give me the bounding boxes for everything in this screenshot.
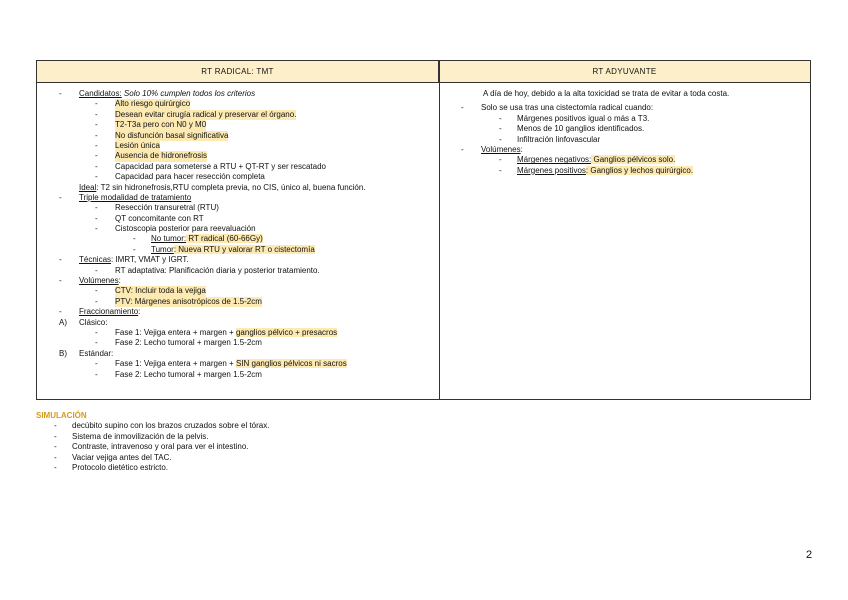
list-item: - Protocolo dietético estricto. [54, 462, 169, 472]
list-item: - Sistema de inmovilización de la pelvis. [54, 431, 209, 441]
intro-line: A día de hoy, debido a la alta toxicidad se trata de evitar a toda costa. [483, 89, 730, 98]
candidatos-line: - Candidatos: Solo 10% cumplen todos los criterios [59, 89, 256, 98]
simulacion-section [36, 411, 270, 473]
list-item: - PTV: Márgenes anisotrópicos de 1.5-2cm [95, 296, 262, 306]
column-divider [439, 61, 440, 399]
list-item: - Fase 1: Vejiga entera + margen + ganglios pélvico + presacros [95, 327, 338, 337]
candidatos-label: Candidatos: [79, 89, 122, 98]
candidatos-note: Solo 10% cumplen todos los criterios [121, 89, 256, 98]
ideal-line [43, 183, 437, 193]
tumor-label: Tumor [151, 244, 174, 254]
list-item: - Capacidad para hacer resección completa [95, 172, 265, 182]
tumor-text: : Nueva RTU y valorar RT o cistectomía [173, 244, 315, 254]
summary-table [36, 60, 811, 400]
tecnicas-label: Técnicas [79, 255, 112, 265]
list-item: - No disfunción basal significativa [95, 130, 229, 140]
rt-adyuvante-column [445, 89, 805, 176]
list-item: - Menos de 10 ganglios identificados. [499, 124, 645, 134]
solo-line: - Solo se usa tras una cistectomía radical cuando: [461, 103, 654, 113]
ideal-label: Ideal [79, 182, 97, 192]
rt-radical-column [43, 89, 437, 380]
list-item: - Márgenes negativos: Ganglios pélvicos solo. [499, 155, 676, 165]
volumenes-label: Volúmenes [79, 276, 119, 286]
ptv-text: PTV: Márgenes anisotrópicos de 1.5-2cm [115, 296, 262, 306]
clasico-line: A) Clásico: [59, 317, 108, 327]
volumenes-right-line: - Volúmenes: [461, 144, 523, 154]
tecnicas-text: : IMRT, VMAT y IGRT. [111, 255, 189, 265]
volumenes-line: - Volúmenes: [59, 276, 121, 286]
list-item: - Fase 1: Vejiga entera + margen + SIN ganglios pélvicos ni sacros [95, 359, 347, 369]
tecnicas-line: - Técnicas: IMRT, VMAT y IGRT. [59, 255, 189, 265]
triple-label: Triple modalidad de tratamiento [79, 192, 192, 202]
no-tumor-label: No tumor: [151, 234, 187, 244]
list-item: - Fase 2: Lecho tumoral + margen 1.5-2cm [95, 369, 262, 379]
list-item: - Márgenes positivos: Ganglios y lechos quirúrgico. [499, 165, 694, 175]
list-item: - QT concomitante con RT [95, 213, 204, 223]
list-item: - Desean evitar cirugía radical y preservar el órgano. [95, 109, 297, 119]
page-number: 2 [806, 549, 813, 561]
no-tumor-text: RT radical (60-66Gy) [186, 234, 263, 244]
list-item: - Contraste, intravenoso y oral para ver el intestino. [54, 442, 249, 452]
ctv-text: CTV: Incluir toda la vejiga [115, 286, 206, 296]
list-item: - Lesión única [95, 140, 160, 150]
list-item: - CTV: Incluir toda la vejiga [95, 286, 206, 296]
fraccionamiento-label: Fraccionamiento [79, 307, 139, 317]
tumor-line: - Tumor: Nueva RTU y valorar RT o cistectomía [133, 244, 315, 254]
header-rt-radical: RT RADICAL: TMT [37, 61, 439, 83]
fraccionamiento-line: - Fraccionamiento: [59, 307, 141, 317]
list-item: - Alto riesgo quirúrgico [95, 99, 191, 109]
list-item: - RT adaptativa: Planificación diaria y posterior tratamiento. [95, 265, 320, 275]
list-item: - Ausencia de hidronefrosis [95, 151, 208, 161]
list-item: - Resección transuretral (RTU) [95, 203, 219, 213]
list-item: - T2-T3a pero con N0 y M0 [95, 120, 207, 130]
list-item: - Cistoscopia posterior para reevaluación [95, 224, 256, 234]
list-item: - Infiltración linfovascular [499, 134, 601, 144]
list-item: - Vaciar vejiga antes del TAC. [54, 452, 172, 462]
simulacion-title: SIMULACIÓN [36, 411, 87, 420]
list-item: - Fase 2: Lecho tumoral + margen 1.5-2cm [95, 338, 262, 348]
list-item: - Márgenes positivos igual o más a T3. [499, 113, 650, 123]
header-rt-adyuvante: RT ADYUVANTE [439, 61, 810, 83]
ideal-text: : T2 sin hidronefrosis,RTU completa previa, no CIS, único al, buena función. [96, 182, 366, 192]
triple-line: - Triple modalidad de tratamiento [59, 192, 192, 202]
list-item: - decúbito supino con los brazos cruzados sobre el tórax. [54, 421, 270, 431]
list-item: - Capacidad para someterse a RTU + QT-RT y ser rescatado [95, 161, 326, 171]
no-tumor-line: - No tumor: RT radical (60-66Gy) [133, 234, 263, 244]
estandar-line: B) Estándar: [59, 348, 114, 358]
